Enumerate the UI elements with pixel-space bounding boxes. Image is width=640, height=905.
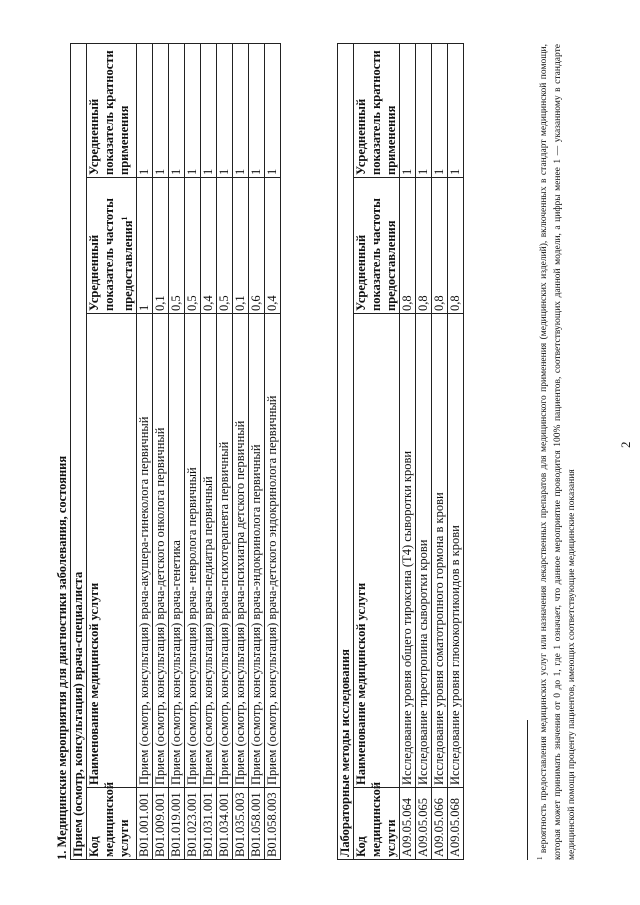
cell-code: B01.009.001 [153,788,169,860]
cell-name: Исследование уровня соматотропного гормона в крови [432,314,448,788]
cell-code: B01.001.001 [137,788,153,860]
table-row [185,43,201,859]
cell-frequency: 0,5 [217,178,233,314]
table-row [169,43,185,859]
cell-frequency: 0,8 [448,178,464,314]
header-name: Наименование медицинской услуги [87,314,137,788]
cell-name: Прием (осмотр, консультация) врача-педиатра первичный [201,314,217,788]
table-row [432,43,448,859]
cell-code: B01.058.001 [249,788,265,860]
cell-multiplicity: 1 [265,43,281,177]
cell-code: B01.034.001 [217,788,233,860]
cell-multiplicity: 1 [448,43,464,177]
footnote [533,44,579,860]
cell-name: Исследование тиреотропина сыворотки крови [416,314,432,788]
cell-multiplicity: 1 [400,43,416,177]
table-row [448,43,464,859]
cell-multiplicity: 1 [169,43,185,177]
cell-multiplicity: 1 [153,43,169,177]
table-row [416,43,432,859]
cell-multiplicity: 1 [249,43,265,177]
cell-frequency: 0,1 [233,178,249,314]
cell-name: Прием (осмотр, консультация) врача- невролога первичный [185,314,201,788]
cell-frequency: 0,6 [249,178,265,314]
cell-code: A09.05.065 [416,788,432,860]
cell-name: Прием (осмотр, консультация) врача-психиатра детского первичный [233,314,249,788]
footnote-divider [527,720,528,860]
rotated-page-content [50,20,633,860]
footnote-mark: 1 [536,856,544,860]
cell-frequency: 0,8 [416,178,432,314]
cell-code: B01.019.001 [169,788,185,860]
header-frequency [87,178,137,314]
table-row [153,43,169,859]
cell-multiplicity: 1 [233,43,249,177]
cell-multiplicity: 1 [137,43,153,177]
footnote-marker: 1 [120,216,129,221]
table-row [249,43,265,859]
cell-name: Прием (осмотр, консультация) врача-эндокринолога первичный [249,314,265,788]
header-code: Код медицинской услуги [87,788,137,860]
section-label-row [338,43,354,859]
header-multiplicity: Усредненный показатель кратности применения [87,43,137,177]
cell-frequency: 0,5 [185,178,201,314]
consultations-table-body [71,43,281,859]
cell-code: B01.023.001 [185,788,201,860]
cell-name: Прием (осмотр, консультация) врача-психотерапевта первичный [217,314,233,788]
cell-frequency: 0,8 [400,178,416,314]
lab-tests-table-body [338,43,464,859]
section-label: Прием (осмотр, консультация) врача-специалиста [71,43,87,859]
cell-frequency: 0,4 [201,178,217,314]
cell-frequency: 0,1 [153,178,169,314]
header-name: Наименование медицинской услуги [354,314,400,788]
header-row [87,43,137,859]
table-row [265,43,281,859]
cell-frequency: 0,5 [169,178,185,314]
footnote-text: вероятность предоставления медицинских услуг или назначения лекарственных препаратов для медицинского применения (медицинских изделий), включенных в стандарт медицинской помощи, которая может принимать значения от 0 до 1, где 1 означает, что данное мероприятие проводится 100% пациентов, соответствующих данной модели, а цифры менее 1 — указанному в стандарте медицинской помощи проценту пациентов, имеющих соответствующие медицинские показания [539,44,578,860]
header-multiplicity: Усредненный показатель кратности применения [354,43,400,177]
lab-tests-table [337,43,464,860]
header-code: Код медицинской услуги [354,788,400,860]
cell-code: B01.035.003 [233,788,249,860]
cell-multiplicity: 1 [432,43,448,177]
table-row [201,43,217,859]
cell-multiplicity: 1 [185,43,201,177]
cell-frequency: 1 [137,178,153,314]
cell-name: Прием (осмотр, консультация) врача-генетика [169,314,185,788]
table-row [233,43,249,859]
cell-code: B01.031.001 [201,788,217,860]
cell-code: A09.05.068 [448,788,464,860]
header-row [354,43,400,859]
consultations-table [70,43,281,860]
cell-multiplicity: 1 [201,43,217,177]
table-row [217,43,233,859]
cell-multiplicity: 1 [416,43,432,177]
cell-code: A09.05.066 [432,788,448,860]
cell-name: Прием (осмотр, консультация) врача-акушера-гинеколога первичный [137,314,153,788]
table-row [400,43,416,859]
cell-name: Исследование уровня глюкокортикоидов в крови [448,314,464,788]
section-label: Лабораторные методы исследования [338,43,354,859]
cell-name: Исследование уровня общего тироксина (Т4) сыворотки крови [400,314,416,788]
section-label-row [71,43,87,859]
cell-multiplicity: 1 [217,43,233,177]
table-row [137,43,153,859]
header-frequency-text: Усредненный показатель частоты предоставления [87,198,136,311]
page-number: 2 [618,441,633,448]
section-title: 1. Медицинские мероприятия для диагностики заболевания, состояния [55,455,69,860]
cell-name: Прием (осмотр, консультация) врача-детского эндокринолога первичный [265,314,281,788]
cell-frequency: 0,4 [265,178,281,314]
header-frequency: Усредненный показатель частоты предоставления [354,178,400,314]
cell-name: Прием (осмотр, консультация) врача-детского онколога первичный [153,314,169,788]
cell-frequency: 0,8 [432,178,448,314]
cell-code: B01.058.003 [265,788,281,860]
cell-code: A09.05.064 [400,788,416,860]
